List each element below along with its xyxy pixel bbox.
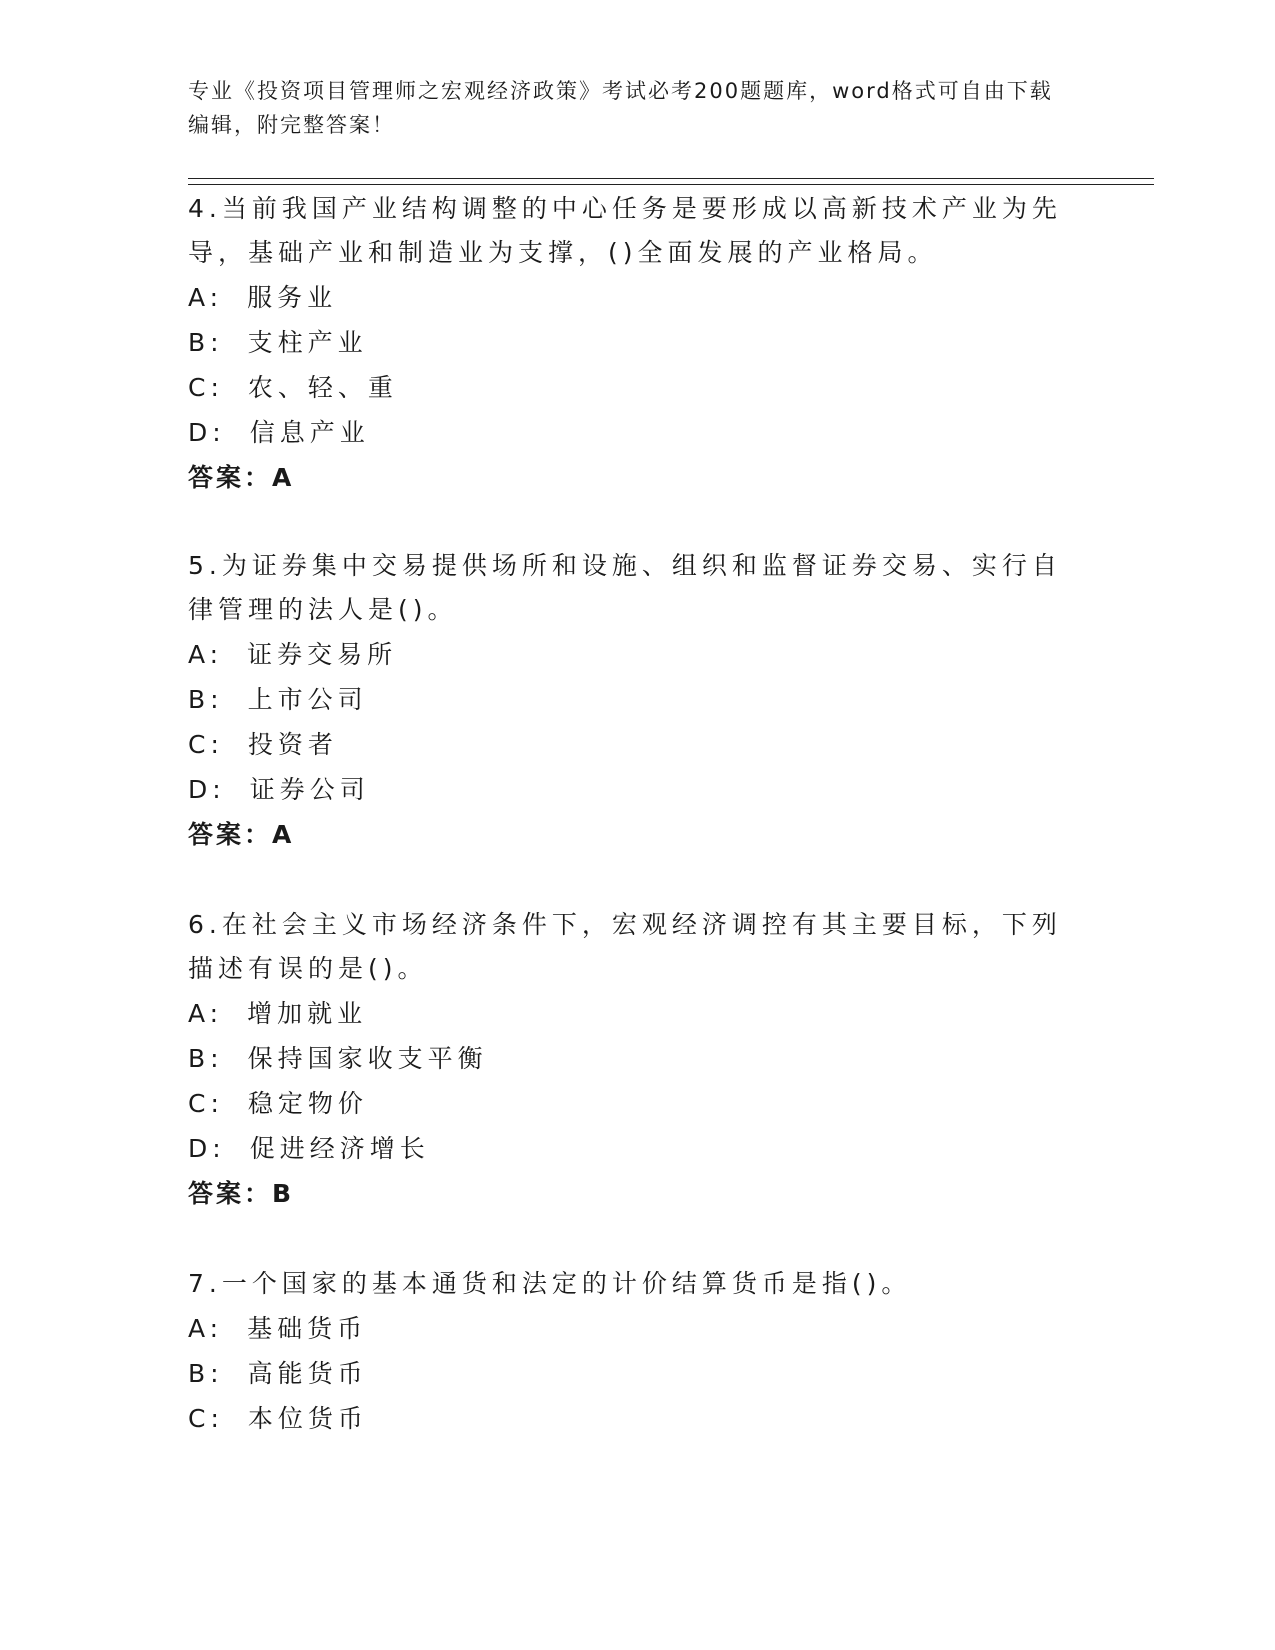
option-text: 农、轻、重: [247, 373, 398, 402]
option-text: 证券交易所: [247, 640, 398, 669]
option-text: 证券公司: [249, 775, 370, 804]
question-4: [188, 187, 1068, 501]
header-divider: [188, 178, 1154, 185]
option-text: 增加就业: [247, 999, 368, 1028]
option-a: [188, 275, 1068, 320]
option-letter: B:: [188, 685, 224, 714]
option-text: 支柱产业: [247, 328, 368, 357]
option-text: 基础货币: [247, 1314, 368, 1343]
option-text: 保持国家收支平衡: [247, 1044, 488, 1073]
option-text: 本位货币: [247, 1404, 368, 1433]
option-d: [188, 767, 1068, 812]
option-letter: B:: [188, 1359, 224, 1388]
option-b: [188, 1036, 1068, 1081]
option-d: [188, 410, 1068, 455]
option-text: 服务业: [247, 283, 338, 312]
option-letter: B:: [188, 328, 224, 357]
option-text: 稳定物价: [247, 1089, 368, 1118]
question-stem: 5.为证券集中交易提供场所和设施、组织和监督证券交易、实行自律管理的法人是()。: [188, 551, 1062, 624]
option-text: 促进经济增长: [249, 1134, 430, 1163]
question-7: [188, 1262, 1068, 1441]
option-letter: C:: [188, 1089, 224, 1118]
option-letter: B:: [188, 1044, 224, 1073]
option-a: [188, 632, 1068, 677]
option-letter: C:: [188, 373, 224, 402]
option-letter: A:: [188, 640, 224, 669]
option-c: [188, 1396, 1068, 1441]
option-c: [188, 365, 1068, 410]
option-text: 信息产业: [249, 418, 370, 447]
option-letter: C:: [188, 730, 224, 759]
option-text: 投资者: [247, 730, 338, 759]
option-letter: D:: [188, 775, 226, 804]
question-stem: 6.在社会主义市场经济条件下，宏观经济调控有其主要目标，下列描述有误的是()。: [188, 910, 1062, 983]
option-letter: A:: [188, 283, 224, 312]
question-5: [188, 544, 1068, 858]
option-d: [188, 1126, 1068, 1171]
option-text: 上市公司: [247, 685, 368, 714]
option-letter: D:: [188, 1134, 226, 1163]
option-c: [188, 722, 1068, 767]
option-text: 高能货币: [247, 1359, 368, 1388]
option-letter: C:: [188, 1404, 224, 1433]
option-b: [188, 320, 1068, 365]
answer-line: 答案：A: [188, 463, 295, 492]
option-a: [188, 991, 1068, 1036]
question-stem: 4.当前我国产业结构调整的中心任务是要形成以高新技术产业为先导，基础产业和制造业为支撑，()全面发展的产业格局。: [188, 194, 1062, 267]
option-c: [188, 1081, 1068, 1126]
option-letter: A:: [188, 1314, 224, 1343]
document-header: 专业《投资项目管理师之宏观经济政策》考试必考200题题库，word格式可自由下载编辑，附完整答案！: [188, 79, 1053, 137]
option-letter: D:: [188, 418, 226, 447]
option-b: [188, 1351, 1068, 1396]
question-stem: 7.一个国家的基本通货和法定的计价结算货币是指()。: [188, 1269, 912, 1298]
answer-line: 答案：A: [188, 820, 295, 849]
option-b: [188, 677, 1068, 722]
answer-line: 答案：B: [188, 1179, 295, 1208]
option-letter: A:: [188, 999, 224, 1028]
option-a: [188, 1306, 1068, 1351]
question-6: [188, 903, 1068, 1217]
